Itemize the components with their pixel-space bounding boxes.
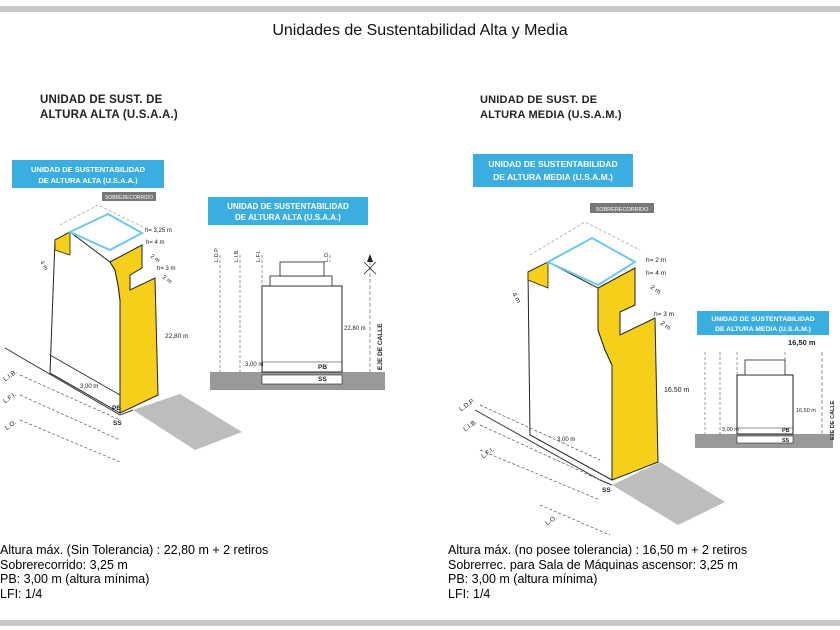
left-iso-label-line-2: DE ALTURA ALTA (U.S.A.A.) — [38, 176, 138, 185]
right-heading-line-2: ALTURA MEDIA (U.S.A.M.) — [480, 109, 622, 121]
left-iso-label-line-1: UNIDAD DE SUSTENTABILIDAD — [30, 165, 146, 174]
left-footer-line-3: PB: 3,00 m (altura mínima) — [0, 572, 150, 586]
right-section-eje: EJE DE CALLE — [830, 400, 836, 440]
right-footer — [448, 543, 747, 601]
left-section-pb: PB — [318, 364, 328, 371]
right-dim-r1: 2 m — [648, 283, 662, 296]
left-section-ldp: L.D.P. — [214, 247, 220, 262]
left-section-top — [280, 262, 324, 276]
left-dim-h2: h= 4 m — [146, 240, 165, 246]
left-section-label-line-2: DE ALTURA ALTA (U.S.A.A.) — [235, 213, 341, 222]
left-section-lfi: L.F.I. — [256, 250, 262, 262]
right-section-label-line-1: UNIDAD DE SUSTENTABILIDAD — [711, 316, 815, 323]
left-dim-r1: 2 m — [148, 253, 161, 265]
right-iso-lo: L.O. — [544, 514, 559, 528]
left-dim-side: 4 m — [38, 260, 49, 272]
right-section-height: 16,50 m — [796, 408, 816, 414]
left-iso-lfi: L.F.I. — [2, 391, 18, 406]
left-dim-pb: PB — [112, 405, 122, 412]
right-section-diagram — [695, 311, 836, 448]
left-tag: SOBRERECORRIDO — [104, 195, 154, 201]
right-dim-ss: SS — [602, 487, 611, 494]
right-iso-diagram — [458, 154, 725, 535]
right-iso-lib: L.I.B. — [462, 418, 479, 434]
left-footer-line-4: LFI: 1/4 — [0, 586, 43, 601]
right-dim-h3: h= 3 m — [654, 311, 675, 318]
right-footer-line-4: LFI: 1/4 — [448, 586, 491, 601]
left-dim-ss: SS — [113, 420, 122, 427]
left-section-pb-h: 3,00 m — [245, 362, 264, 368]
right-dim-h1: h= 2 m — [646, 257, 667, 264]
left-heading-line-2: ALTURA ALTA (U.S.A.A.) — [40, 109, 178, 121]
right-footer-line-3: PB: 3,00 m (altura mínima) — [448, 572, 598, 586]
left-footer — [0, 543, 268, 601]
right-tag: SOBRERECORRIDO — [595, 207, 649, 213]
left-section-diagram — [208, 197, 385, 390]
left-dim-height: 22,80 m — [165, 333, 189, 340]
left-iso-lo: L.O. — [3, 419, 18, 432]
left-sidewalk — [133, 394, 242, 450]
left-section-basement — [262, 375, 342, 384]
right-dim-height: 16.50 m — [664, 387, 690, 394]
right-section-top-h: 16,50 m — [788, 338, 816, 347]
right-section-top — [745, 360, 785, 375]
left-iso-diagram — [2, 160, 242, 462]
left-iso-lib: L.I.B. — [2, 368, 19, 384]
left-section-lib: L.I.B. — [234, 249, 240, 262]
right-section-label-line-2: DE ALTURA MEDIA (U.S.A.M.) — [715, 326, 811, 333]
left-section-lo: L.O. — [324, 251, 330, 262]
left-dim-r2: 2 m — [160, 274, 173, 286]
right-dim-r2: 2 m — [658, 319, 672, 332]
right-section-building — [737, 375, 793, 434]
right-dim-pb-h: 3,00 m — [557, 437, 576, 443]
left-dim-h1: h= 3,25 m — [145, 228, 172, 234]
right-iso-label-line-2: DE ALTURA MEDIA (U.S.A.M.) — [493, 172, 613, 182]
right-dashed-envelope — [530, 222, 640, 255]
left-dim-pb-h: 3,00 m — [80, 384, 99, 390]
left-section-setback — [270, 276, 332, 286]
left-section-eje: EJE DE CALLE — [377, 323, 384, 370]
left-heading-line-1: UNIDAD DE SUST. DE — [40, 94, 163, 106]
right-heading-line-1: UNIDAD DE SUST. DE — [480, 94, 598, 106]
left-footer-line-2: Sobrerecorrido: 3,25 m — [0, 557, 128, 572]
left-section-label-line-1: UNIDAD DE SUSTENTABILIDAD — [227, 202, 349, 211]
right-section-ss: SS — [782, 438, 790, 444]
right-footer-line-1: Altura máx. (no posee tolerancia) : 16,50 m + 2 retiros — [448, 543, 748, 557]
right-dim-h2: h= 4 m — [646, 270, 667, 277]
left-section-building — [262, 286, 342, 372]
left-lo-line — [20, 420, 120, 462]
right-iso-ldp: L.D.P. — [458, 397, 477, 414]
right-footer-line-2: Sobrerrec. para Sala de Máquinas ascensor: 3,25 m — [448, 557, 738, 572]
left-footer-line-1: Altura máx. (Sin Tolerancia) : 22,80 m + 2 retiros — [0, 543, 269, 557]
right-iso-label-line-1: UNIDAD DE SUSTENTABILIDAD — [488, 159, 618, 169]
left-dim-h3: h= 3 m — [157, 266, 176, 272]
right-iso-lfi: L.F.I. — [480, 446, 496, 461]
page-title: Unidades de Sustentabilidad Alta y Media — [272, 22, 568, 39]
right-section-pb-h: 3,00 m — [722, 427, 739, 433]
right-dim-side: 4 m — [510, 291, 522, 305]
right-section-pb: PB — [782, 428, 790, 434]
left-section-height: 22,80 m — [344, 326, 366, 332]
left-section-ss: SS — [318, 376, 327, 383]
